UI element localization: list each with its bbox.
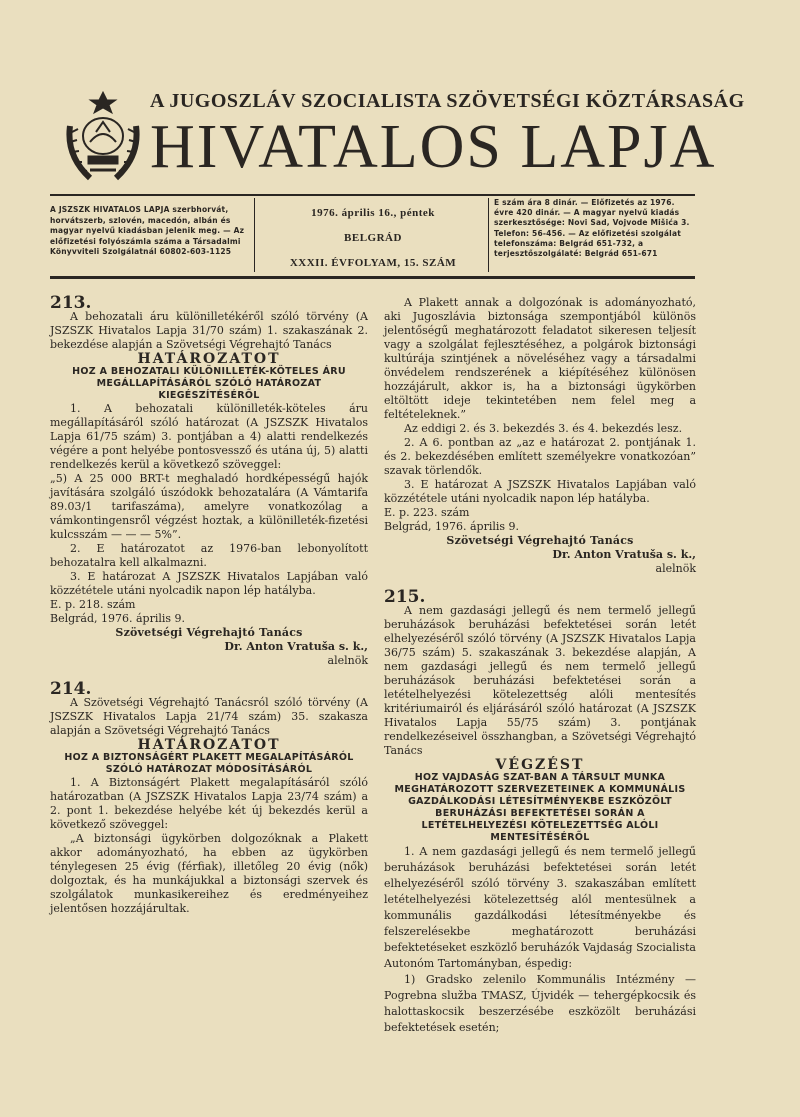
section-214-cont-para: A Plakett annak a dolgozónak is adományozható, aki Jugoszlávia biztonsága szempontjából különös jelentőségű meghatározott feladatot sikeresen teljesít vagy a szolgálat fejlesztéséhez, a polgárok biztonsági kultúrája szintjének a növeléséhez vagy a társadalmi önvédelem rendszerének a kiépítéséhez különösen hozzájárult, akkor is, ha a biztonsági ügykörben eltöltött ideje tekintetében nem felel meg a feltételeknek.” <box>384 296 696 421</box>
section-214-signer-role: alelnök <box>655 562 696 575</box>
section-213-place-date: Belgrád, 1976. április 9. <box>50 612 186 625</box>
section-213-quote: „5) A 25 000 BRT-t meghaladó hordképességű hajók javítására szolgáló úszódokk behozatalára (A Vámtarifa 89.03/1 tarifaszáma), amelyre vonatkozólag a vámkontingensről végzést hoztak, a különilleték-fizetési kulcsszám — — — 5%”. <box>50 472 368 541</box>
subscription-info: A JSZSZK HIVATALOS LAPJA szerbhorvát, horvátszerb, szlovén, macedón, albán és magyar nyelvű kiadásban jelenik meg. — Az előfizetési folyószámla száma a Társadalmi Könyvviteli Szolgálatnál 60802-603-1125 <box>50 205 245 256</box>
header-rule-top <box>50 194 695 196</box>
header-divider-2 <box>488 198 489 272</box>
section-213-point-2: 2. E határozatot az 1976-ban lebonyolított behozatalra kell alkalmazni. <box>50 542 368 569</box>
section-215-subheading: HOZ VAJDASÁG SZAT-BAN A TÁRSULT MUNKA MEGHATÁROZOTT SZERVEZETEINEK A KOMMUNÁLIS GAZDÁLKODÁSI LÉTESÍTMÉNYEKBE ESZKÖZÖLT BERUHÁZÁSI BEFEKTETÉSEI SORÁN A LETÉTELHELYEZÉSI KÖTELEZETTSÉG ALÓLI MENTESÍTÉSÉRŐL <box>394 772 686 843</box>
section-215-item-1: 1) Gradsko zelenilo Kommunális Intézmény — Pogrebna služba TMASZ, Újvidék — tehergépkocsik és halottaskocsik beszerzésébe eszközölt beruházási befektetések esetén; <box>384 973 696 1034</box>
section-215-intro: A nem gazdasági jellegű és nem termelő jellegű beruházások beruházási befektetései során letét elhelyezéséről szóló törvény (A JSZSZK Hivatalos Lapja 36/75 szám) 5. szakaszának 3. bekezdése alapján, A nem gazdasági jellegű és nem termelő jellegű beruházások beruházási befektetései során a letételhelyezési kötelezettség alóli mentesítés kritériumairól és eljárásáról szóló határozat (A JSZSZK Hivatalos Lapja 55/75 szám) 3. pontjának rendelkezéseivel összhangban, a Szövetségi Végrehajtó Tanács <box>384 604 696 757</box>
issue-volume: XXXII. ÉVFOLYAM, 15. SZÁM <box>289 257 457 269</box>
section-214-point-3: 3. E határozat A JSZSZK Hivatalos Lapjában való közzététele utáni nyolcadik napon lép hatályba. <box>384 478 696 505</box>
issue-city: BELGRÁD <box>344 232 402 244</box>
issue-date: 1976. április 16., péntek <box>311 207 435 219</box>
section-213-ref: E. p. 218. szám <box>50 598 136 611</box>
section-213-signer-role: alelnök <box>327 654 368 667</box>
section-214-number: 214. <box>50 679 92 699</box>
section-214-heading: HATÁROZATOT <box>137 737 281 753</box>
section-214-signer: Dr. Anton Vratuša s. k., <box>552 548 696 561</box>
section-213-intro: A behozatali áru különilletékéről szóló törvény (A JSZSZK Hivatalos Lapja 31/70 szám) 1. szakaszának 2. bekezdése alapján a Szövetségi Végrehajtó Tanács <box>50 310 368 351</box>
section-213-number: 213. <box>50 293 92 313</box>
section-214-point-2: 2. A 6. pontban az „az e határozat 2. pontjának 1. és 2. bekezdésében említett személyekre vonatkozóan” szavak törlendők. <box>384 436 696 477</box>
section-213-point-3: 3. E határozat A JSZSZK Hivatalos Lapjában való közzététele utáni nyolcadik napon lép hatályba. <box>50 570 368 597</box>
right-column <box>384 296 696 1036</box>
section-213-signer: Dr. Anton Vratuša s. k., <box>224 640 368 653</box>
section-213-heading: HATÁROZATOT <box>137 351 281 367</box>
issue-info <box>262 205 484 282</box>
section-213-subheading: HOZ A BEHOZATALI KÜLÖNILLETÉK-KÖTELES ÁRU MEGÁLLAPÍTÁSÁRÓL SZÓLÓ HATÁROZAT KIEGÉSZÍTÉSÉRŐL <box>72 366 346 401</box>
section-215-heading: VÉGZÉST <box>495 757 585 773</box>
section-214-subheading: HOZ A BIZTONSÁGÉRT PLAKETT MEGALAPÍTÁSÁRÓL SZÓLÓ HATÁROZAT MÓDOSÍTÁSÁRÓL <box>64 752 354 775</box>
section-213-issuer: Szövetségi Végrehajtó Tanács <box>115 626 303 639</box>
price-info: E szám ára 8 dinár. — Előfizetés az 1976. évre 420 dinár. — A magyar nyelvű kiadás szerkesztősége: Novi Sad, Vojvode Mišića 3. Telefon: 56-456. — Az előfizetési szolgálat telefonszáma: Belgrád 651-732, a terjesztőszolgálaté: Belgrád 651-671 <box>494 198 690 259</box>
section-214-issuer: Szövetségi Végrehajtó Tanács <box>446 534 634 547</box>
section-214-cont-renumber: Az eddigi 2. és 3. bekezdés 3. és 4. bekezdés lesz. <box>404 422 683 435</box>
section-215-point-1: 1. A nem gazdasági jellegű és nem termelő jellegű beruházások beruházási befektetései során letét elhelyezéséről szóló törvény 3. szakaszában említett letételhelyezési kötelezettség alól mentesülnek a kommunális gazdálkodási létesítményekbe és felszerelésekbe meghatározott beruházási befektetéseket eszközlő beruházók Vajdaság Szocialista Autonóm Tartományban, éspedig: <box>384 845 696 970</box>
section-214-place-date: Belgrád, 1976. április 9. <box>384 520 520 533</box>
masthead-title: HIVATALOS LAPJA <box>150 113 717 181</box>
state-emblem-icon <box>60 86 146 186</box>
left-column <box>50 293 368 916</box>
section-213-point-1: 1. A behozatali különilleték-köteles áru megállapításáról szóló határozat (A JSZSZK Hivatalos Lapja 61/75 szám) 3. pontjában a 4) alatti rendelkezés végére a pont helyébe pontosvessző és utána új, 5) alatti rendelkezés kerül a következő szöveggel: <box>50 402 368 471</box>
section-214-intro: A Szövetségi Végrehajtó Tanácsról szóló törvény (A JSZSZK Hivatalos Lapja 21/74 szám) 35. szakasza alapján a Szövetségi Végrehajtó Tanács <box>50 696 368 737</box>
section-215-number: 215. <box>384 587 426 607</box>
masthead-supertitle: A JUGOSZLÁV SZOCIALISTA SZÖVETSÉGI KÖZTÁRSASÁG <box>150 90 745 112</box>
header-divider-1 <box>254 198 255 272</box>
section-214-ref: E. p. 223. szám <box>384 506 470 519</box>
section-214-point-1: 1. A Biztonságért Plakett megalapításáról szóló határozatban (A JSZSZK Hivatalos Lapja 23/74 szám) a 2. pont 1. bekezdése helyébe két új bekezdés kerül a következő szöveggel: <box>50 776 368 831</box>
section-214-quote: „A biztonsági ügykörben dolgozóknak a Plakett akkor adományozható, ha ebben az ügykörben ténylegesen 25 évig (férfiak), illetőleg 20 évig (nők) dolgoztak, és ha munkájukkal a biztonsági szervek és szolgálatok munkasikereihez és eredményeihez jelentősen hozzájárultak. <box>50 832 368 915</box>
